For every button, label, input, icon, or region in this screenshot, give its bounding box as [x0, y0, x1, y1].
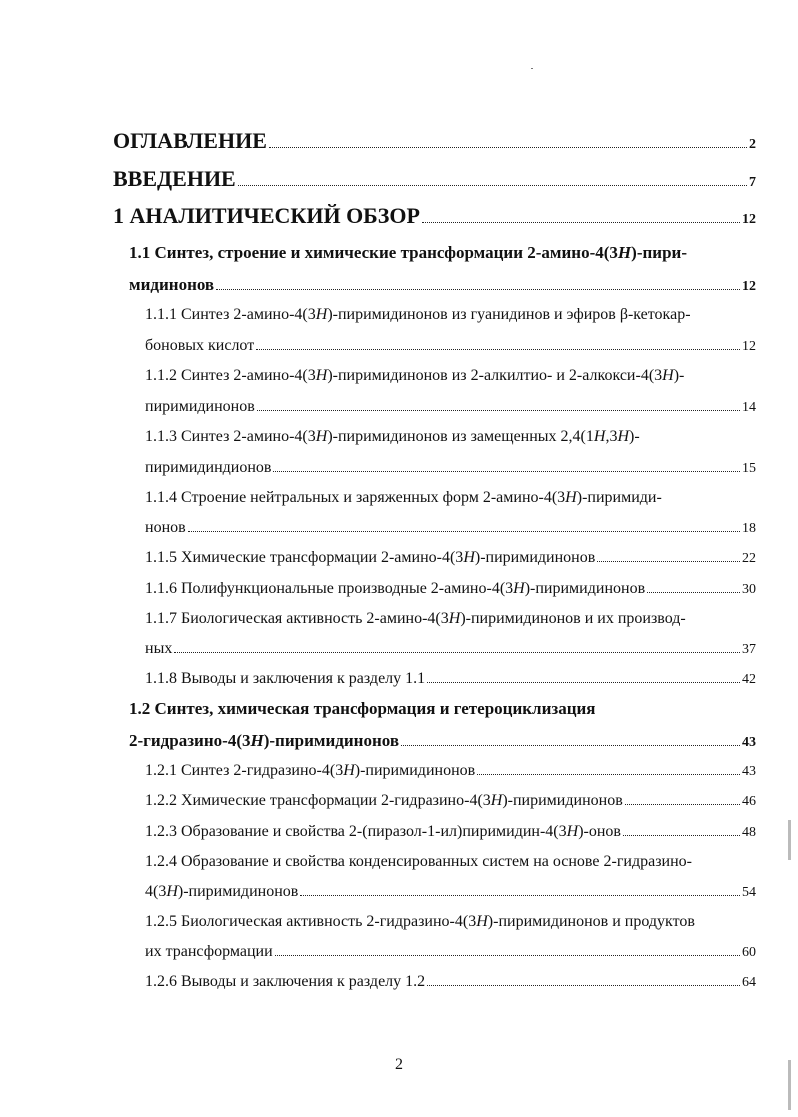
toc-entry-1-1-7[interactable] — [145, 640, 756, 658]
leader-dots — [477, 774, 740, 775]
leader-dots — [275, 955, 740, 956]
text-part: )-пиримидинонов и продуктов — [487, 913, 695, 930]
leader-dots — [269, 147, 747, 148]
text-part: )-пиримидинонов — [474, 549, 596, 566]
toc-page: 15 — [742, 461, 756, 476]
italic-part: H — [566, 823, 579, 840]
toc-entry-1-1-4-line1[interactable] — [145, 489, 662, 507]
italic-part: H — [476, 913, 488, 930]
toc-entry-1-1-3-line1[interactable] — [145, 428, 640, 446]
toc-entry-1-2-5[interactable] — [145, 943, 756, 961]
leader-dots — [647, 592, 740, 593]
text-part: 1.2 Синтез, химическая трансформация и гетероциклизация — [129, 699, 596, 718]
text-part: )-пири- — [631, 243, 687, 262]
text-part: 1.1.1 Синтез 2-амино-4(3 — [145, 306, 316, 323]
text-part: ,3 — [605, 428, 618, 445]
toc-entry-1-1-6[interactable] — [145, 580, 756, 598]
text-part: )-пиримидинонов из 2-алкилтио- и 2-алкокси-4(3 — [327, 367, 663, 384]
leader-dots — [597, 561, 740, 562]
toc-title: пиримидиндионов — [145, 459, 272, 476]
toc-title — [129, 731, 399, 751]
toc-page: 22 — [742, 551, 756, 566]
toc-title: ОГЛАВЛЕНИЕ — [113, 128, 267, 153]
toc-entry-vvedenie[interactable] — [113, 166, 756, 192]
toc-entry-1-1-line1[interactable] — [129, 243, 687, 263]
toc-entry-1-1-1[interactable] — [145, 337, 756, 355]
toc-entry-1-2-line1[interactable] — [129, 699, 596, 719]
toc-title — [145, 549, 595, 567]
italic-part: H — [490, 792, 503, 809]
toc-title — [145, 883, 298, 901]
toc-entry-1-1[interactable] — [129, 275, 756, 295]
toc-page: 37 — [742, 642, 756, 657]
italic-part: H — [617, 243, 632, 262]
text-part: 1.2.3 Образование и свойства 2-(пиразол-1-ил)пиримидин-4(3 — [145, 823, 567, 840]
italic-part: H — [250, 731, 264, 750]
toc-title: ВВЕДЕНИЕ — [113, 166, 236, 191]
leader-dots — [216, 289, 740, 290]
text-part: 1.1.4 Строение нейтральных и заряженных форм 2-амино-4(3 — [145, 489, 566, 506]
text-part: )-пиримидинонов — [263, 731, 399, 750]
toc-entry-1-1-1-line1[interactable] — [145, 306, 691, 324]
text-part: )-пиримидинонов — [524, 580, 646, 597]
text-part: )-онов — [578, 823, 621, 840]
leader-dots — [623, 835, 740, 836]
leader-dots — [401, 745, 740, 746]
leader-dots — [300, 895, 740, 896]
text-part: )- — [673, 367, 685, 384]
italic-part: H — [565, 489, 577, 506]
toc-page: 46 — [742, 794, 756, 809]
toc-title — [145, 792, 623, 810]
toc-page: 48 — [742, 825, 756, 840]
italic-part: H — [513, 580, 525, 597]
toc-entry-1-2[interactable] — [129, 731, 756, 751]
text-part: )-пиримидинонов из гуанидинов и эфиров β-кетокар- — [327, 306, 691, 323]
toc-entry-chapter-1[interactable] — [113, 203, 756, 229]
text-part: 1.1 Синтез, строение и химические трансформации 2-амино-4(3 — [129, 243, 618, 262]
toc-title: нонов — [145, 519, 186, 536]
leader-dots — [256, 349, 740, 350]
text-part: )-пиримидинонов из замещенных 2,4(1 — [327, 428, 594, 445]
italic-part: H — [315, 428, 328, 445]
toc-title: ных — [145, 640, 173, 657]
leader-dots — [273, 471, 740, 472]
text-part: )-пиримидинонов — [354, 762, 476, 779]
text-part: )-пиримидинонов — [502, 792, 623, 809]
italic-part: H — [448, 610, 461, 627]
toc-title: пиримидинонов — [145, 398, 255, 415]
text-part: 1.1.3 Синтез 2-амино-4(3 — [145, 428, 316, 445]
toc-entry-1-2-4[interactable] — [145, 883, 756, 901]
italic-part: H — [463, 549, 475, 566]
leader-dots — [427, 682, 740, 683]
toc-page: 60 — [742, 945, 756, 960]
toc-page: 12 — [742, 339, 756, 354]
toc-entry-1-2-2[interactable] — [145, 792, 756, 810]
text-part: )-пиримиди- — [576, 489, 662, 506]
text-part: 1.2.4 Образование и свойства конденсированных систем на основе 2-гидразино- — [145, 853, 692, 870]
toc-page: 7 — [749, 175, 756, 190]
toc-entry-1-1-7-line1[interactable] — [145, 610, 686, 628]
text-part: )- — [629, 428, 640, 445]
italic-part: H — [166, 883, 178, 900]
text-part: 4(3 — [145, 883, 167, 900]
text-part: )-пиримидинонов и их производ- — [460, 610, 686, 627]
text-part: 1.1.7 Биологическая активность 2-амино-4(3 — [145, 610, 449, 627]
leader-dots — [238, 185, 747, 186]
leader-dots — [427, 985, 740, 986]
toc-entry-1-1-5[interactable] — [145, 549, 756, 567]
italic-part: H — [617, 428, 630, 445]
toc-entry-1-2-5-line1[interactable] — [145, 913, 695, 931]
toc-title — [145, 762, 475, 780]
toc-title: 1.2.6 Выводы и заключения к разделу 1.2 — [145, 973, 426, 990]
toc-page: 42 — [742, 672, 756, 687]
italic-part: H — [343, 762, 355, 779]
toc-page: 12 — [742, 212, 756, 227]
text-part: 1.1.5 Химические трансформации 2-амино-4(3 — [145, 549, 464, 566]
scan-speck — [531, 68, 533, 69]
toc-page: 12 — [742, 279, 756, 294]
toc-page: 18 — [742, 521, 756, 536]
toc-page: 43 — [742, 735, 756, 750]
toc-entry-1-1-2-line1[interactable] — [145, 367, 684, 385]
text-part: 1.2.2 Химические трансформации 2-гидразино-4(3 — [145, 792, 491, 809]
text-part: 1.1.6 Полифункциональные производные 2-амино-4(3 — [145, 580, 514, 597]
toc-title: 1.1.8 Выводы и заключения к разделу 1.1 — [145, 670, 426, 687]
leader-dots — [188, 531, 740, 532]
italic-part: H — [662, 367, 674, 384]
toc-title: мидинонов — [129, 275, 215, 294]
toc-entry-1-1-4[interactable] — [145, 519, 756, 537]
leader-dots — [625, 804, 740, 805]
toc-title: их трансформации — [145, 943, 273, 960]
toc-entry-1-1-2[interactable] — [145, 398, 756, 416]
toc-entry-1-2-4-line1[interactable] — [145, 853, 692, 871]
toc-entry-1-1-3[interactable] — [145, 459, 756, 477]
toc-page: 43 — [742, 764, 756, 779]
scan-edge-mark — [788, 820, 791, 860]
toc-page: 64 — [742, 975, 756, 990]
toc-entry-1-2-3[interactable] — [145, 823, 756, 841]
toc-entry-1-1-8[interactable] — [145, 670, 756, 688]
toc-entry-1-2-1[interactable] — [145, 762, 756, 780]
text-part: 2-гидразино-4(3 — [129, 731, 251, 750]
toc-page: 2 — [749, 137, 756, 152]
toc-title: 1 АНАЛИТИЧЕСКИЙ ОБЗОР — [113, 203, 420, 228]
leader-dots — [174, 652, 740, 653]
leader-dots — [257, 410, 740, 411]
toc-page: 14 — [742, 400, 756, 415]
toc-title — [145, 823, 621, 841]
text-part: 1.2.1 Синтез 2-гидразино-4(3 — [145, 762, 344, 779]
toc-page: 30 — [742, 582, 756, 597]
toc-title: боновых кислот — [145, 337, 255, 354]
italic-part: H — [593, 428, 606, 445]
text-part: )-пиримидинонов — [177, 883, 299, 900]
text-part: 1.1.2 Синтез 2-амино-4(3 — [145, 367, 316, 384]
leader-dots — [422, 222, 740, 223]
toc-entry-oglavlenie[interactable] — [113, 128, 756, 154]
italic-part: H — [315, 367, 328, 384]
text-part: 1.2.5 Биологическая активность 2-гидразино-4(3 — [145, 913, 477, 930]
toc-page: 54 — [742, 885, 756, 900]
toc-entry-1-2-6[interactable] — [145, 973, 756, 991]
page-number: 2 — [395, 1056, 403, 1073]
toc-title — [145, 580, 645, 598]
italic-part: H — [315, 306, 328, 323]
